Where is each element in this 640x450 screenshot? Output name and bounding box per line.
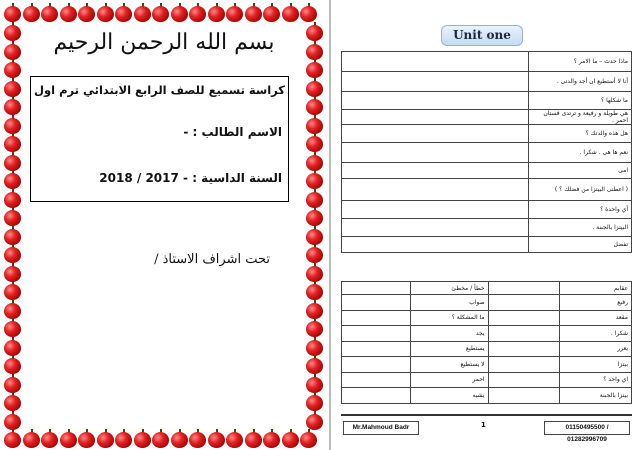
apple-icon bbox=[4, 41, 21, 60]
apple-icon bbox=[4, 96, 21, 115]
vocab-answer-cell[interactable] bbox=[342, 341, 411, 357]
vocab-word-cell: مقعد bbox=[560, 310, 632, 326]
apple-icon bbox=[171, 3, 188, 22]
conversation-row bbox=[342, 125, 632, 143]
vocab-word-cell: عقابم bbox=[560, 282, 632, 295]
phrase-cell: ماذا حدث – ما الامر ؟ bbox=[528, 52, 631, 72]
apple-icon bbox=[4, 318, 21, 337]
apple-icon bbox=[4, 3, 21, 22]
footer-phones: 01150495500 / 01282996709 bbox=[544, 421, 630, 435]
apple-icon bbox=[226, 429, 243, 448]
page-number: 1 bbox=[481, 421, 486, 429]
apple-icon bbox=[306, 78, 323, 97]
apple-icon bbox=[97, 3, 114, 22]
conversation-table bbox=[341, 51, 632, 253]
apple-icon bbox=[4, 337, 21, 356]
vocab-word-cell: خطأ / مخطئ bbox=[411, 282, 489, 295]
apple-icon bbox=[60, 3, 77, 22]
vocab-answer-cell[interactable] bbox=[342, 282, 411, 295]
apple-icon bbox=[4, 411, 21, 430]
vocab-row bbox=[342, 357, 632, 373]
apple-icon bbox=[245, 3, 262, 22]
apple-icon bbox=[306, 22, 323, 41]
apple-icon bbox=[4, 115, 21, 134]
info-box bbox=[30, 76, 289, 202]
apple-icon bbox=[306, 244, 323, 263]
apple-icon bbox=[306, 96, 323, 115]
answer-cell[interactable] bbox=[342, 110, 529, 125]
apple-icon bbox=[152, 429, 169, 448]
vocab-row bbox=[342, 341, 632, 357]
vocab-row bbox=[342, 388, 632, 404]
vocab-word-cell: يشبه bbox=[411, 388, 489, 404]
vocab-word-cell: بيتزا بالجبنة bbox=[560, 388, 632, 404]
vocab-word-cell: يعرر bbox=[560, 341, 632, 357]
apple-icon bbox=[171, 429, 188, 448]
answer-cell[interactable] bbox=[342, 52, 529, 72]
apple-icon bbox=[306, 207, 323, 226]
apple-icon bbox=[4, 189, 21, 208]
apple-icon bbox=[4, 300, 21, 319]
apple-icon bbox=[189, 429, 206, 448]
apple-icon bbox=[4, 59, 21, 78]
apple-icon bbox=[23, 3, 40, 22]
vocab-answer-cell[interactable] bbox=[488, 310, 560, 326]
apple-icon bbox=[78, 3, 95, 22]
vocab-word-cell: رفيع bbox=[560, 295, 632, 311]
vocab-word-cell: لا يستطيع bbox=[411, 357, 489, 373]
apple-icon bbox=[306, 115, 323, 134]
apple-icon bbox=[4, 392, 21, 411]
vocab-word-cell: ما المشكلة ؟ bbox=[411, 310, 489, 326]
answer-cell[interactable] bbox=[342, 201, 529, 219]
answer-cell[interactable] bbox=[342, 163, 529, 179]
apple-icon bbox=[115, 429, 132, 448]
apple-icon bbox=[306, 59, 323, 78]
footer-divider bbox=[341, 414, 632, 416]
apple-icon bbox=[306, 281, 323, 300]
vocab-word-cell: احمر bbox=[411, 372, 489, 388]
apple-icon bbox=[208, 3, 225, 22]
apple-icon bbox=[4, 263, 21, 282]
apple-icon bbox=[263, 3, 280, 22]
vocab-answer-cell[interactable] bbox=[488, 295, 560, 311]
apple-icon bbox=[306, 170, 323, 189]
conversation-row bbox=[342, 179, 632, 201]
apple-icon bbox=[60, 429, 77, 448]
apple-icon bbox=[306, 300, 323, 319]
page-divider bbox=[329, 0, 331, 450]
apple-icon bbox=[4, 374, 21, 393]
phrase-cell: هل هذه والدتك ؟ bbox=[528, 125, 631, 143]
apple-icon bbox=[306, 337, 323, 356]
conversation-row bbox=[342, 163, 632, 179]
vocab-answer-cell[interactable] bbox=[488, 388, 560, 404]
vocab-answer-cell[interactable] bbox=[342, 326, 411, 342]
conversation-row bbox=[342, 110, 632, 125]
apple-icon bbox=[78, 429, 95, 448]
phrase-cell: ما شكلها ؟ bbox=[528, 92, 631, 110]
apple-icon bbox=[134, 3, 151, 22]
apple-icon bbox=[189, 3, 206, 22]
school-year-line: السنة الداسية : - 2017 / 2018 bbox=[99, 171, 282, 185]
apple-icon bbox=[4, 244, 21, 263]
apple-icon bbox=[4, 355, 21, 374]
vocab-word-cell: يجد bbox=[411, 326, 489, 342]
apple-icon bbox=[263, 429, 280, 448]
booklet-heading: كراسة تسميع للصف الرابع الابتدائي ترم اول bbox=[34, 83, 285, 97]
answer-cell[interactable] bbox=[342, 237, 529, 253]
vocab-row bbox=[342, 310, 632, 326]
apple-icon bbox=[306, 263, 323, 282]
apple-icon bbox=[41, 3, 58, 22]
vocab-answer-cell[interactable] bbox=[342, 372, 411, 388]
answer-cell[interactable] bbox=[342, 179, 529, 201]
apple-icon bbox=[152, 3, 169, 22]
conversation-row bbox=[342, 143, 632, 163]
apple-icon bbox=[306, 374, 323, 393]
vocab-word-cell: صواب bbox=[411, 295, 489, 311]
answer-cell[interactable] bbox=[342, 125, 529, 143]
footer-author: Mr.Mahmoud Badr bbox=[343, 421, 419, 435]
apple-icon bbox=[134, 429, 151, 448]
vocab-row bbox=[342, 372, 632, 388]
conversation-row bbox=[342, 201, 632, 219]
apple-icon bbox=[4, 281, 21, 300]
apple-icon bbox=[306, 355, 323, 374]
vocab-answer-cell[interactable] bbox=[342, 295, 411, 311]
phrase-cell: البيتزا بالجبنة . bbox=[528, 219, 631, 237]
phrase-cell: نعم ها هى . شكرا . bbox=[528, 143, 631, 163]
conversation-row bbox=[342, 219, 632, 237]
answer-cell[interactable] bbox=[342, 72, 529, 92]
conversation-row bbox=[342, 72, 632, 92]
apple-icon bbox=[4, 207, 21, 226]
vocab-answer-cell[interactable] bbox=[342, 310, 411, 326]
vocab-answer-cell[interactable] bbox=[342, 388, 411, 404]
apple-icon bbox=[23, 429, 40, 448]
apple-icon bbox=[245, 429, 262, 448]
student-name-line: الاسم الطالب : - bbox=[183, 125, 282, 139]
phrase-cell: ( اعطنى البيتزا من فضلك ؟ ) bbox=[528, 179, 631, 201]
vocab-answer-cell[interactable] bbox=[488, 357, 560, 373]
apple-icon bbox=[208, 429, 225, 448]
apple-icon bbox=[226, 3, 243, 22]
vocab-header-row bbox=[342, 282, 632, 295]
apple-icon bbox=[97, 429, 114, 448]
vocab-answer-cell[interactable] bbox=[488, 282, 560, 295]
apple-icon bbox=[300, 3, 317, 22]
vocab-word-cell: اي واحد ؟ bbox=[560, 372, 632, 388]
apple-icon bbox=[306, 392, 323, 411]
apple-icon bbox=[115, 3, 132, 22]
apple-icon bbox=[300, 429, 317, 448]
phrase-cell: أي واحدة ؟ bbox=[528, 201, 631, 219]
apple-icon bbox=[306, 133, 323, 152]
unit-title: Unit one bbox=[441, 25, 523, 46]
apple-icon bbox=[306, 41, 323, 60]
phrase-cell: هي طويلة و رفيعة و ترتدى فستان احمر . bbox=[528, 110, 631, 125]
apple-icon bbox=[4, 78, 21, 97]
conversation-row bbox=[342, 237, 632, 253]
answer-cell[interactable] bbox=[342, 143, 529, 163]
apple-icon bbox=[4, 22, 21, 41]
apple-icon bbox=[41, 429, 58, 448]
apple-icon bbox=[306, 226, 323, 245]
vocab-word-cell: يستطيع bbox=[411, 341, 489, 357]
apple-icon bbox=[306, 152, 323, 171]
apple-icon bbox=[282, 3, 299, 22]
phrase-cell: أنا لا أستطيع ان أجد والدتى . bbox=[528, 72, 631, 92]
phrase-cell: امى bbox=[528, 163, 631, 179]
vocabulary-table bbox=[341, 281, 632, 404]
apple-icon bbox=[306, 318, 323, 337]
phrase-cell: تفضل bbox=[528, 237, 631, 253]
answer-cell[interactable] bbox=[342, 219, 529, 237]
apple-icon bbox=[306, 189, 323, 208]
apple-icon bbox=[4, 429, 21, 448]
vocab-answer-cell[interactable] bbox=[488, 326, 560, 342]
apple-icon bbox=[306, 411, 323, 430]
vocab-answer-cell[interactable] bbox=[342, 357, 411, 373]
vocab-word-cell: بيتزا bbox=[560, 357, 632, 373]
apple-icon bbox=[4, 226, 21, 245]
apple-icon bbox=[4, 170, 21, 189]
answer-cell[interactable] bbox=[342, 92, 529, 110]
vocab-answer-cell[interactable] bbox=[488, 372, 560, 388]
vocab-row bbox=[342, 326, 632, 342]
apple-icon bbox=[4, 133, 21, 152]
conversation-row bbox=[342, 92, 632, 110]
basmala-title: بسم الله الرحمن الرحيم bbox=[53, 30, 275, 55]
apple-icon bbox=[282, 429, 299, 448]
conversation-row bbox=[342, 52, 632, 72]
supervision-line: تحت اشراف الاستاذ / bbox=[154, 252, 270, 267]
apple-icon bbox=[4, 152, 21, 171]
vocab-word-cell: شكرا . bbox=[560, 326, 632, 342]
vocab-answer-cell[interactable] bbox=[488, 341, 560, 357]
vocab-row bbox=[342, 295, 632, 311]
